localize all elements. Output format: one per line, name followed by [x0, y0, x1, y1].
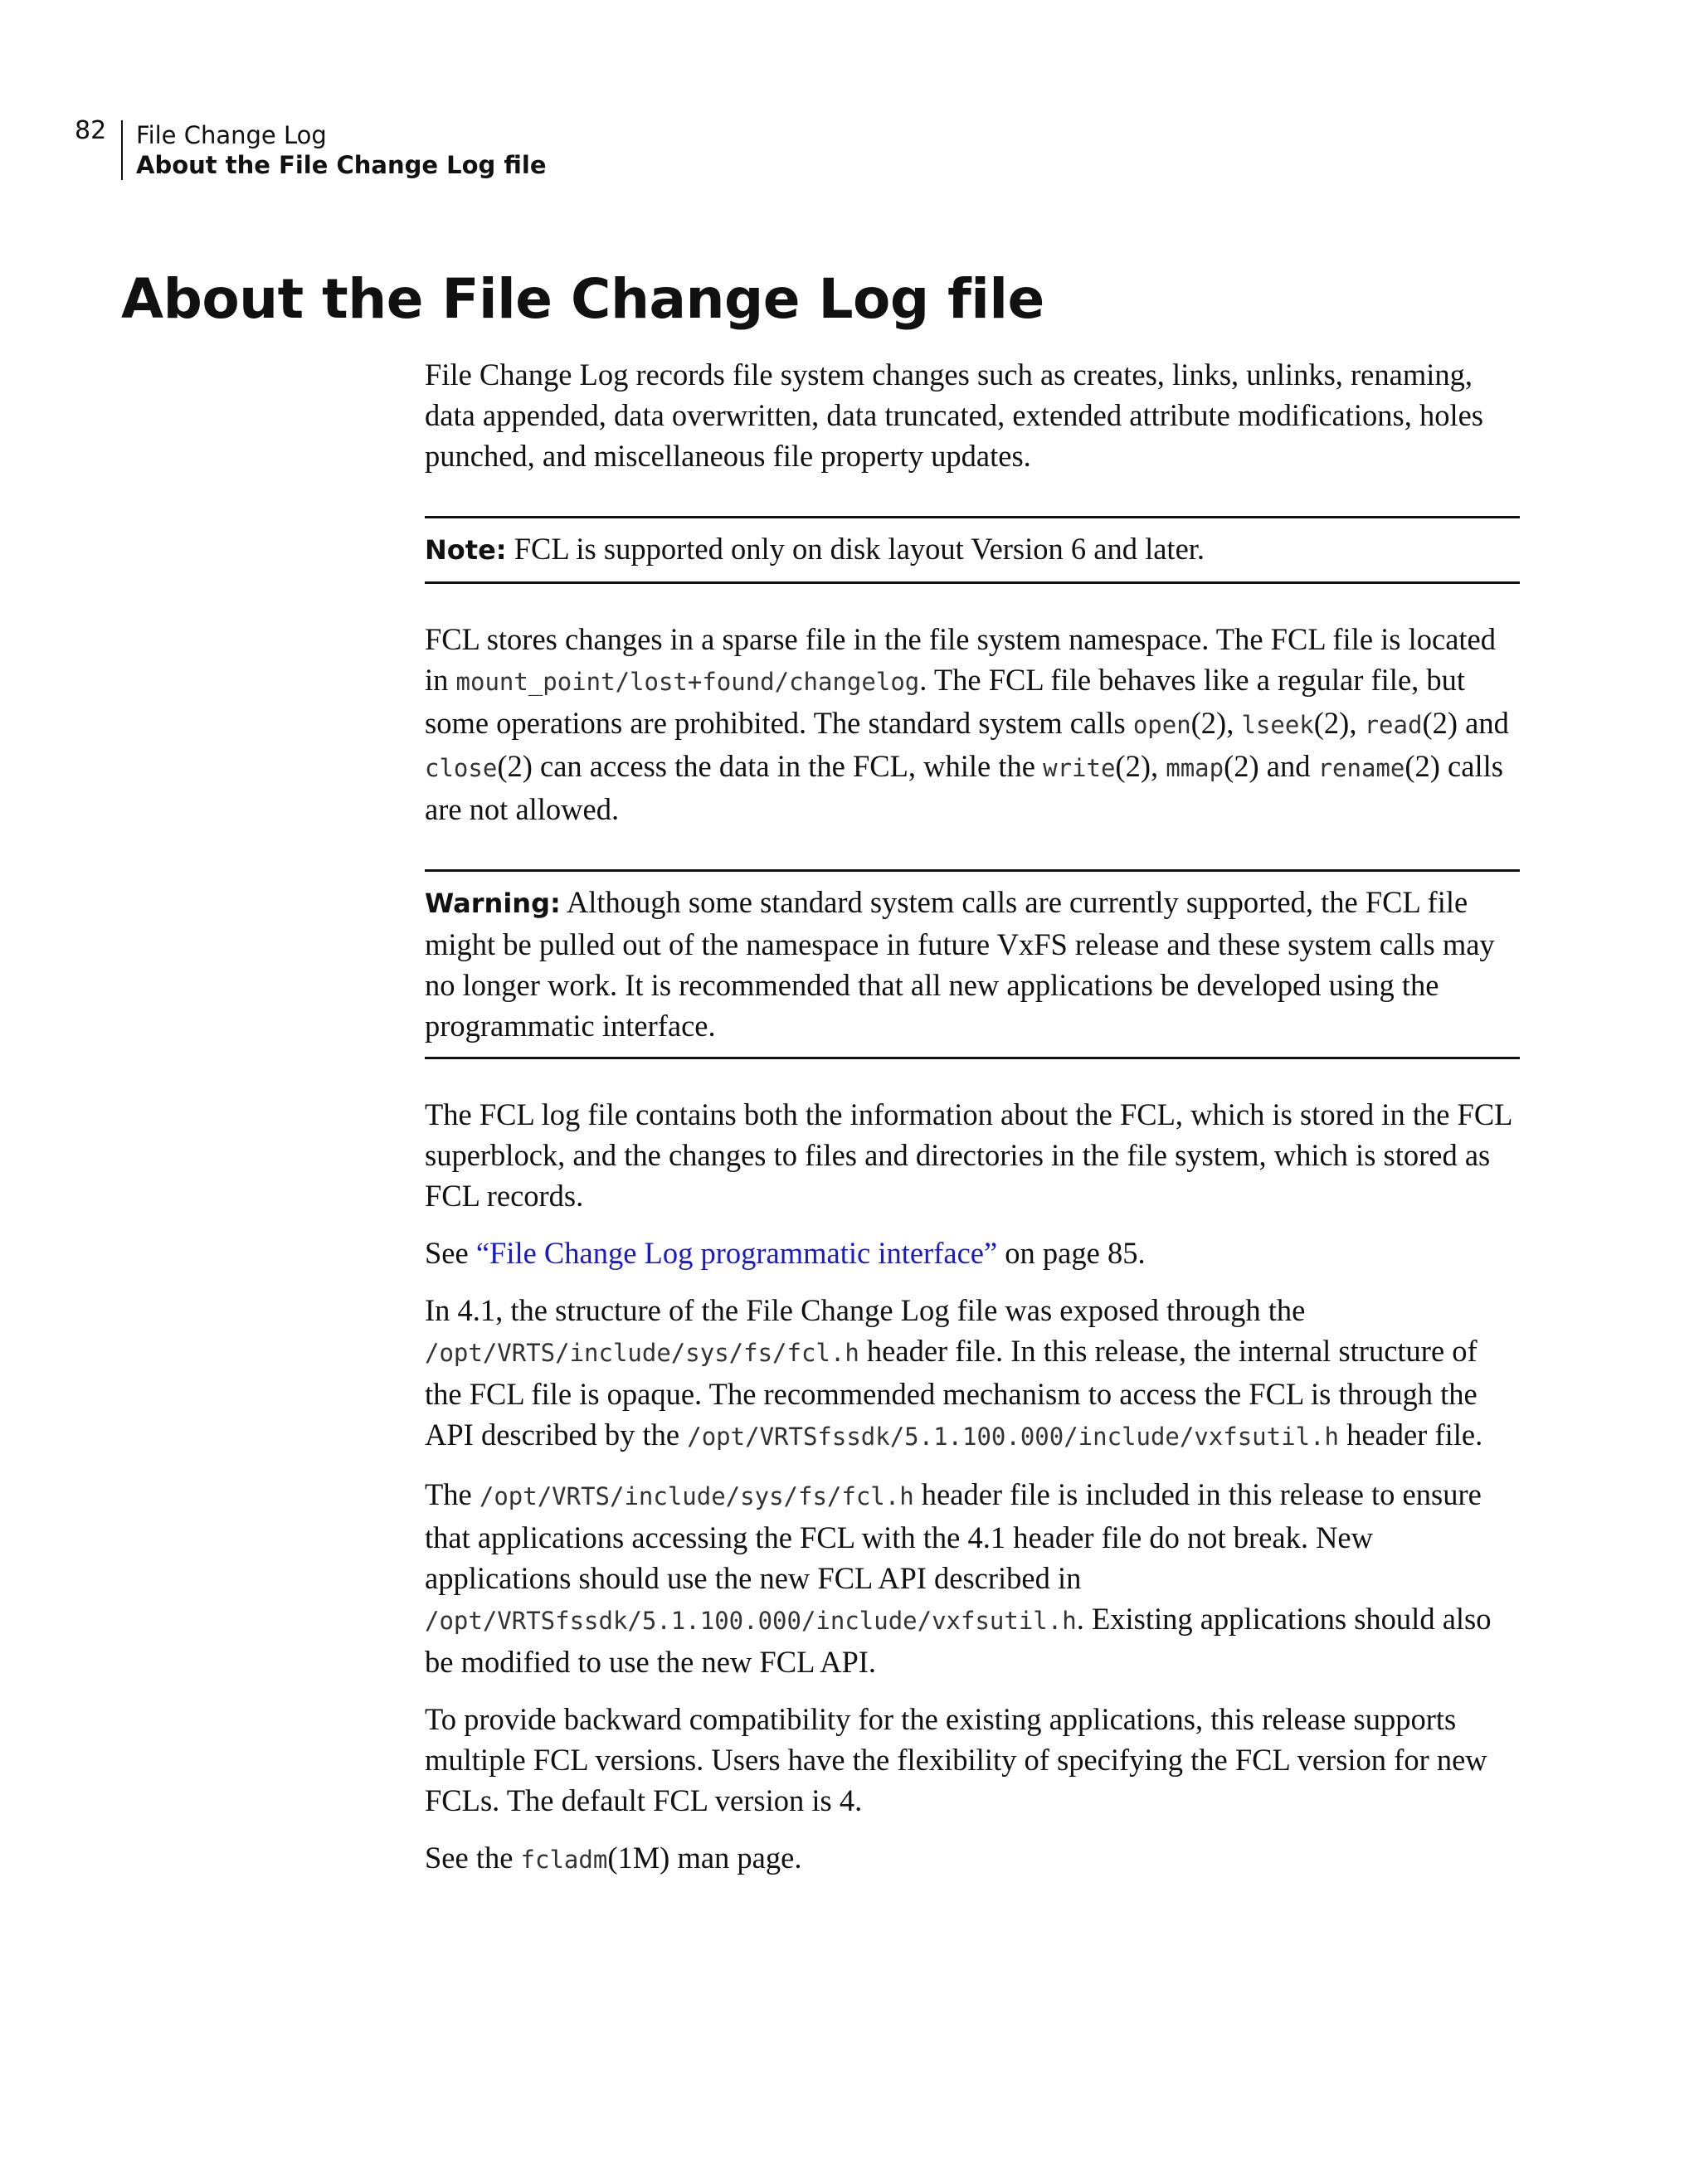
vxfsutil-header-path: /opt/VRTSfssdk/5.1.100.000/include/vxfsutil.h — [425, 1607, 1077, 1635]
see-manpage-paragraph — [425, 1837, 1520, 1880]
page-title: About the File Change Log file — [121, 267, 1044, 331]
running-header-section: About the File Change Log file — [136, 151, 547, 179]
note-label: Note: — [425, 534, 507, 566]
syscall-read: read — [1364, 711, 1423, 739]
text-run: (2) can access the data in the FCL, while the — [497, 749, 1044, 783]
note-text: FCL is supported only on disk layout Version 6 and later. — [514, 532, 1205, 566]
text-run: The — [425, 1477, 480, 1511]
compatibility-paragraph: To provide backward compatibility for the existing applications, this release supports multiple FCL versions. Users have the flexibility of specifying the FCL version for new FCLs. The default FCL version is 4. — [425, 1702, 1487, 1817]
warning-box — [425, 869, 1520, 1059]
fcl-header-path: /opt/VRTS/include/sys/fs/fcl.h — [425, 1339, 859, 1367]
header-file-paragraph — [425, 1474, 1520, 1682]
vxfsutil-header-path: /opt/VRTSfssdk/5.1.100.000/include/vxfsutil.h — [687, 1423, 1339, 1451]
intro-paragraph: File Change Log records file system changes such as creates, links, unlinks, renaming, data appended, data overwritten, data truncated, extended attribute modifications, holes punched, and miscellaneous file property updates. — [425, 358, 1484, 473]
warning-label: Warning: — [425, 888, 561, 919]
storage-paragraph — [425, 619, 1520, 829]
text-run: (2) calls are not allowed. — [425, 749, 1503, 826]
page-number: 82 — [75, 116, 107, 145]
text-run: (2) and — [1422, 706, 1509, 740]
note-paragraph — [425, 528, 1520, 571]
programmatic-interface-link[interactable]: “File Change Log programmatic interface” — [475, 1236, 998, 1270]
text-run: (2), — [1313, 706, 1365, 740]
running-header — [121, 120, 547, 180]
text-run: header file. — [1338, 1418, 1483, 1452]
text-run: . The FCL file behaves like a regular file, but some operations are prohibited. The standard system calls — [425, 663, 1466, 740]
text-run: header file. In this release, the internal structure of the FCL file is opaque. The recommended mechanism to access the FCL is through the API described by the — [425, 1334, 1477, 1452]
logfile-paragraph: The FCL log file contains both the information about the FCL, which is stored in the FCL superblock, and the changes to files and directories in the file system, which is stored as FCL records. — [425, 1097, 1512, 1213]
text-run: See — [425, 1236, 476, 1270]
text-run: (2), — [1115, 749, 1166, 783]
note-box — [425, 516, 1520, 584]
structure-paragraph — [425, 1290, 1520, 1457]
text-run: (2) and — [1224, 749, 1318, 783]
text-run: header file is included in this release to ensure that applications accessing the FCL with the 4.1 header file do not break. New applications should use the new FCL API described in — [425, 1477, 1482, 1595]
syscall-close: close — [425, 754, 498, 782]
text-run: (1M) man page. — [607, 1841, 802, 1875]
running-header-chapter: File Change Log — [136, 121, 327, 149]
fcl-header-path: /opt/VRTS/include/sys/fs/fcl.h — [479, 1482, 914, 1510]
body-column — [425, 354, 1520, 1897]
syscall-open: open — [1132, 711, 1191, 739]
syscall-mmap: mmap — [1166, 754, 1224, 782]
text-run: on page 85. — [997, 1236, 1146, 1270]
text-run: . Existing applications should also be modified to use the new FCL API. — [425, 1602, 1492, 1679]
see-interface-paragraph — [425, 1233, 1520, 1273]
text-run: FCL stores changes in a sparse file in the file system namespace. The FCL file is located in — [425, 622, 1497, 697]
text-run: See the — [425, 1841, 521, 1875]
syscall-rename: rename — [1317, 754, 1405, 782]
syscall-lseek: lseek — [1241, 711, 1314, 739]
changelog-path: mount_point/lost+found/changelog — [455, 668, 920, 696]
warning-paragraph — [425, 882, 1520, 1046]
syscall-write: write — [1043, 754, 1116, 782]
warning-text: Although some standard system calls are currently supported, the FCL file might be pulled out of the namespace in future VxFS release and these system calls may no longer work. It is recommended that all new applications be developed using the programmatic interface. — [425, 885, 1495, 1043]
fcladm-command: fcladm — [520, 1846, 608, 1874]
text-run: In 4.1, the structure of the File Change Log file was exposed through the — [425, 1293, 1306, 1327]
text-run: (2), — [1190, 706, 1242, 740]
